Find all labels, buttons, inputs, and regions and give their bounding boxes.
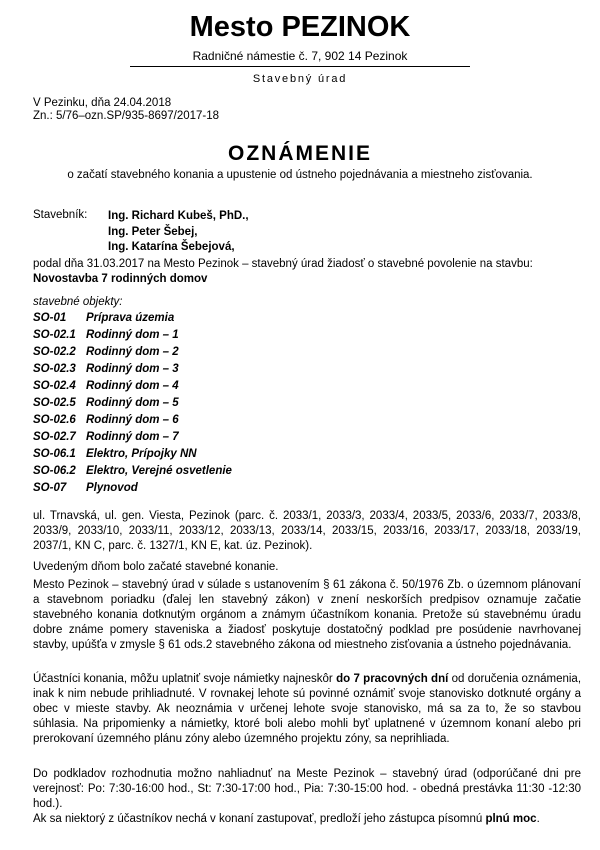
object-code: SO-01 xyxy=(33,312,67,324)
object-name: Rodinný dom – 7 xyxy=(86,431,179,443)
object-item xyxy=(33,463,232,480)
location-paragraph: ul. Trnavská, ul. gen. Viesta, Pezinok (parc. č. 2033/1, 2033/3, 2033/4, 2033/5, 2033/6, 2033/7, 2033/8, 2033/9, 2033/10, 2033/11, 2033/12, 2033/13, 2033/14, 2033/15, 2033/16, 2033/17, 2033/18, 2033/19, 2037/1, KN C, parc. č. 1327/1, KN E, kat. úz. Pezinok). xyxy=(33,510,581,552)
object-item xyxy=(33,378,232,395)
representation-text: Ak sa niektorý z účastníkov nechá v konaní zastupovať, predloží jeho zástupca písomnú xyxy=(33,813,486,825)
object-item xyxy=(33,412,232,429)
builder-label: Stavebník: xyxy=(33,209,88,221)
object-code: SO-02.7 xyxy=(33,431,76,443)
parties-text-start: Účastníci konania, môžu uplatniť svoje námietky najneskôr xyxy=(33,673,337,685)
object-name: Elektro, Prípojky NN xyxy=(86,448,197,460)
builder-list xyxy=(108,209,249,256)
notice-subtitle: o začatí stavebného konania a upustenie od ústneho pojednávania a miestneho zisťovania. xyxy=(67,169,533,181)
object-code: SO-02.1 xyxy=(33,329,76,341)
object-code: SO-02.4 xyxy=(33,380,76,392)
city-address: Radničné námestie č. 7, 902 14 Pezinok xyxy=(192,49,408,63)
object-name: Rodinný dom – 6 xyxy=(86,414,179,426)
object-name: Rodinný dom – 4 xyxy=(86,380,179,392)
header-divider xyxy=(130,66,470,67)
representation-end: . xyxy=(536,813,540,825)
object-code: SO-06.1 xyxy=(33,448,76,460)
object-name: Príprava územia xyxy=(86,312,175,324)
documents-paragraph: Do podkladov rozhodnutia možno nahliadnuť na Meste Pezinok – stavebný úrad (odporúčané dni pre verejnosť: Po: 7:30-16:00 hod., St: 7:30-17:00 hod., Pia: 7:30-15:00 hod. - obedná prestávka 11:30 -12:30 hod.). xyxy=(33,768,581,810)
object-name: Elektro, Verejné osvetlenie xyxy=(86,465,232,477)
object-item xyxy=(33,310,232,327)
decree-paragraph: Mesto Pezinok – stavebný úrad v súlade s ustanovením § 61 zákona č. 50/1976 Zb. o územnom plánovaní a stavebnom poriadku (ďalej len stavebný zákon) v znení neskorších predpisov oznamuje začatie stavebného konania dotknutým orgánom a známym účastníkom konania. Pretože sú stavebnému úradu dobre známe pomery staveniska a žiadosť poskytuje dostatočný podklad pre posúdenie navrhovanej stavby, upúšťa v zmysle § 61 ods.2 stavebného zákona od miestneho zisťovania a ústneho pojednávania. xyxy=(33,579,581,651)
representation-paragraph xyxy=(33,812,581,827)
object-item xyxy=(33,395,232,412)
object-item xyxy=(33,429,232,446)
object-code: SO-02.3 xyxy=(33,363,76,375)
builder-name: Ing. Richard Kubeš, PhD., xyxy=(108,210,249,222)
application-paragraph xyxy=(33,257,581,287)
object-item xyxy=(33,327,232,344)
notice-title: OZNÁMENIE xyxy=(228,142,372,165)
objects-label: stavebné objekty: xyxy=(33,296,123,308)
object-name: Rodinný dom – 3 xyxy=(86,363,179,375)
object-item xyxy=(33,480,232,497)
office-name: Stavebný úrad xyxy=(252,73,348,85)
objection-deadline: do 7 pracovných dní xyxy=(336,673,449,685)
object-name: Plynovod xyxy=(86,482,138,494)
object-item xyxy=(33,361,232,378)
objects-list xyxy=(33,310,232,497)
object-item xyxy=(33,446,232,463)
object-name: Rodinný dom – 2 xyxy=(86,346,179,358)
builder-name: Ing. Katarína Šebejová, xyxy=(108,241,235,253)
object-code: SO-06.2 xyxy=(33,465,76,477)
object-name: Rodinný dom – 5 xyxy=(86,397,179,409)
object-item xyxy=(33,344,232,361)
parties-paragraph xyxy=(33,672,581,747)
object-code: SO-02.2 xyxy=(33,346,76,358)
object-code: SO-02.6 xyxy=(33,414,76,426)
object-name: Rodinný dom – 1 xyxy=(86,329,179,341)
proceedings-started-paragraph: Uvedeným dňom bolo začaté stavebné konanie. xyxy=(33,561,279,573)
builder-name: Ing. Peter Šebej, xyxy=(108,225,198,238)
power-of-attorney: plnú moc xyxy=(485,813,537,825)
date-line: V Pezinku, dňa 24.04.2018 xyxy=(33,97,172,109)
reference-number: Zn.: 5/76–ozn.SP/935-8697/2017-18 xyxy=(33,110,220,122)
project-name: Novostavba 7 rodinných domov xyxy=(33,273,208,285)
application-text: podal dňa 31.03.2017 na Mesto Pezinok – stavebný úrad žiadosť o stavebné povolenie na stavbu: xyxy=(33,258,533,270)
object-code: SO-07 xyxy=(33,482,67,494)
city-title: Mesto PEZINOK xyxy=(189,11,411,43)
object-code: SO-02.5 xyxy=(33,397,76,409)
parties-text-end: od doručenia oznámenia, inak k nim nebude prihliadnuté. V rovnakej lehote sú povinné oznámiť svoje stanovisko dotknuté orgány a obec v mieste stavby. Ak neoznámia v určenej lehote svoje stanovisko, má sa za to, že so stavbou súhlasia. Na pripomienky a námietky, ktoré boli alebo mohli byť uplatnené v územnom konaní alebo pri prerokovaní územného plánu zóny alebo územného projektu zóny, sa neprihliada. xyxy=(33,673,582,745)
